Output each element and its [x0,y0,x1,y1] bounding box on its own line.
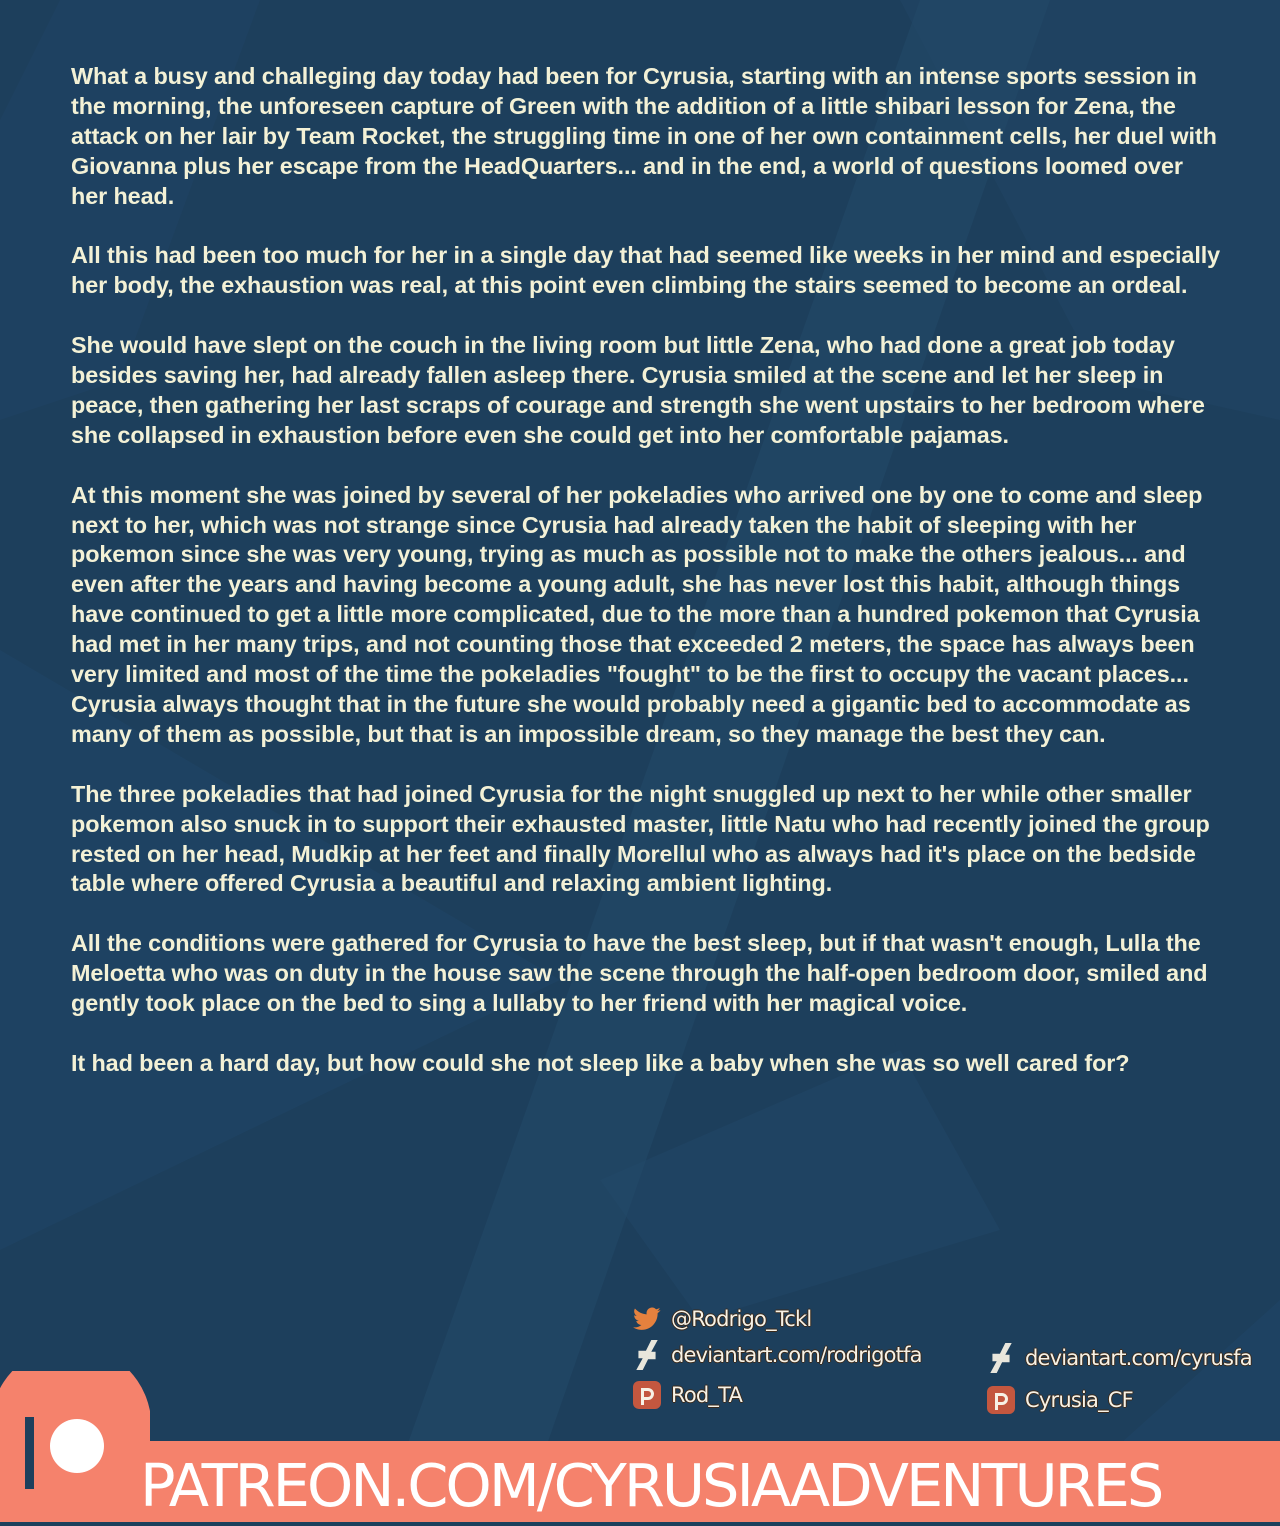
story-paragraph: All this had been too much for her in a single day that had seemed like weeks in her mind and especially her body, the exhaustion was real, at this point even climbing the stairs seemed to become an ordeal. [71,242,1221,299]
story-paragraph: What a busy and challeging day today had been for Cyrusia, starting with an intense sports session in the morning, the unforeseen capture of Green with the addition of a little shibari lesson for Zena, the attack on her lair by Team Rocket, the struggling time in one of her own containment cells, her duel with Giovanna plus her escape from the HeadQuarters... and in the end, a world of questions loomed over her head. [71,63,1217,209]
patreon-p-icon [986,1385,1016,1415]
deviantart-icon [632,1340,662,1370]
deviantart-credit-right[interactable] [986,1343,1252,1373]
story-paragraph: All the conditions were gathered for Cyrusia to have the best sleep, but if that wasn't enough, Lulla the Meloetta who was on duty in the house saw the scene through the half-open bedroom door, smiled and gently took place on the bed to sing a lullaby to her friend with her magical voice. [71,930,1208,1017]
patreon-url[interactable]: PATREON.COM/CYRUSIAADVENTURES [140,1451,1162,1520]
story-paragraph: It had been a hard day, but how could she not sleep like a baby when she was so well cared for? [71,1049,1130,1076]
patreon-p-icon [632,1380,662,1410]
story-paragraph: The three pokeladies that had joined Cyrusia for the night snuggled up next to her while other smaller pokemon also snuck in to support their exhausted master, little Natu who had recently joined the group rested on her head, Mudkip at her feet and finally Morellul who as always had it's place on the bedside table where offered Cyrusia a beautiful and relaxing ambient lighting. [71,780,1210,897]
twitter-bird-icon [632,1304,662,1334]
story-text [71,62,1221,1109]
patreon-credit-left[interactable] [632,1380,742,1410]
deviantart-link: deviantart.com/rodrigotfa [671,1343,922,1367]
deviantart-credit-left[interactable] [632,1340,922,1370]
deviantart-link: deviantart.com/cyrusfa [1025,1346,1252,1370]
twitter-handle: @Rodrigo_Tckl [671,1307,812,1331]
patreon-credit-right[interactable] [986,1385,1133,1415]
story-paragraph: At this moment she was joined by several of her pokeladies who arrived one by one to come and sleep next to her, which was not strange since Cyrusia had already taken the habit of sleeping with her pokemon since she was very young, trying as much as possible not to make the others jealous... and even after the years and having become a young adult, she has never lost this habit, although things have continued to get a little more complicated, due to the more than a hundred pokemon that Cyrusia had met in her many trips, and not counting those that exceeded 2 meters, the space has always been very limited and most of the time the pokeladies "fought" to be the first to occupy the vacant places... Cyrusia always thought that in the future she would probably need a gigantic bed to accommodate as many of them as possible, but that is an impossible dream, so they manage the best they can. [71,481,1203,747]
patreon-handle: Rod_TA [671,1383,743,1407]
patreon-logo-icon [0,1371,150,1522]
story-paragraph: She would have slept on the couch in the living room but little Zena, who had done a great job today besides saving her, had already fallen asleep there. Cyrusia smiled at the scene and let her sleep in peace, then gathering her last scraps of courage and strength she went upstairs to her bedroom where she collapsed in exhaustion before even she could get into her comfortable pajamas. [71,332,1205,448]
twitter-credit[interactable] [632,1304,811,1334]
deviantart-icon [986,1343,1016,1373]
patreon-handle: Cyrusia_CF [1025,1388,1133,1412]
